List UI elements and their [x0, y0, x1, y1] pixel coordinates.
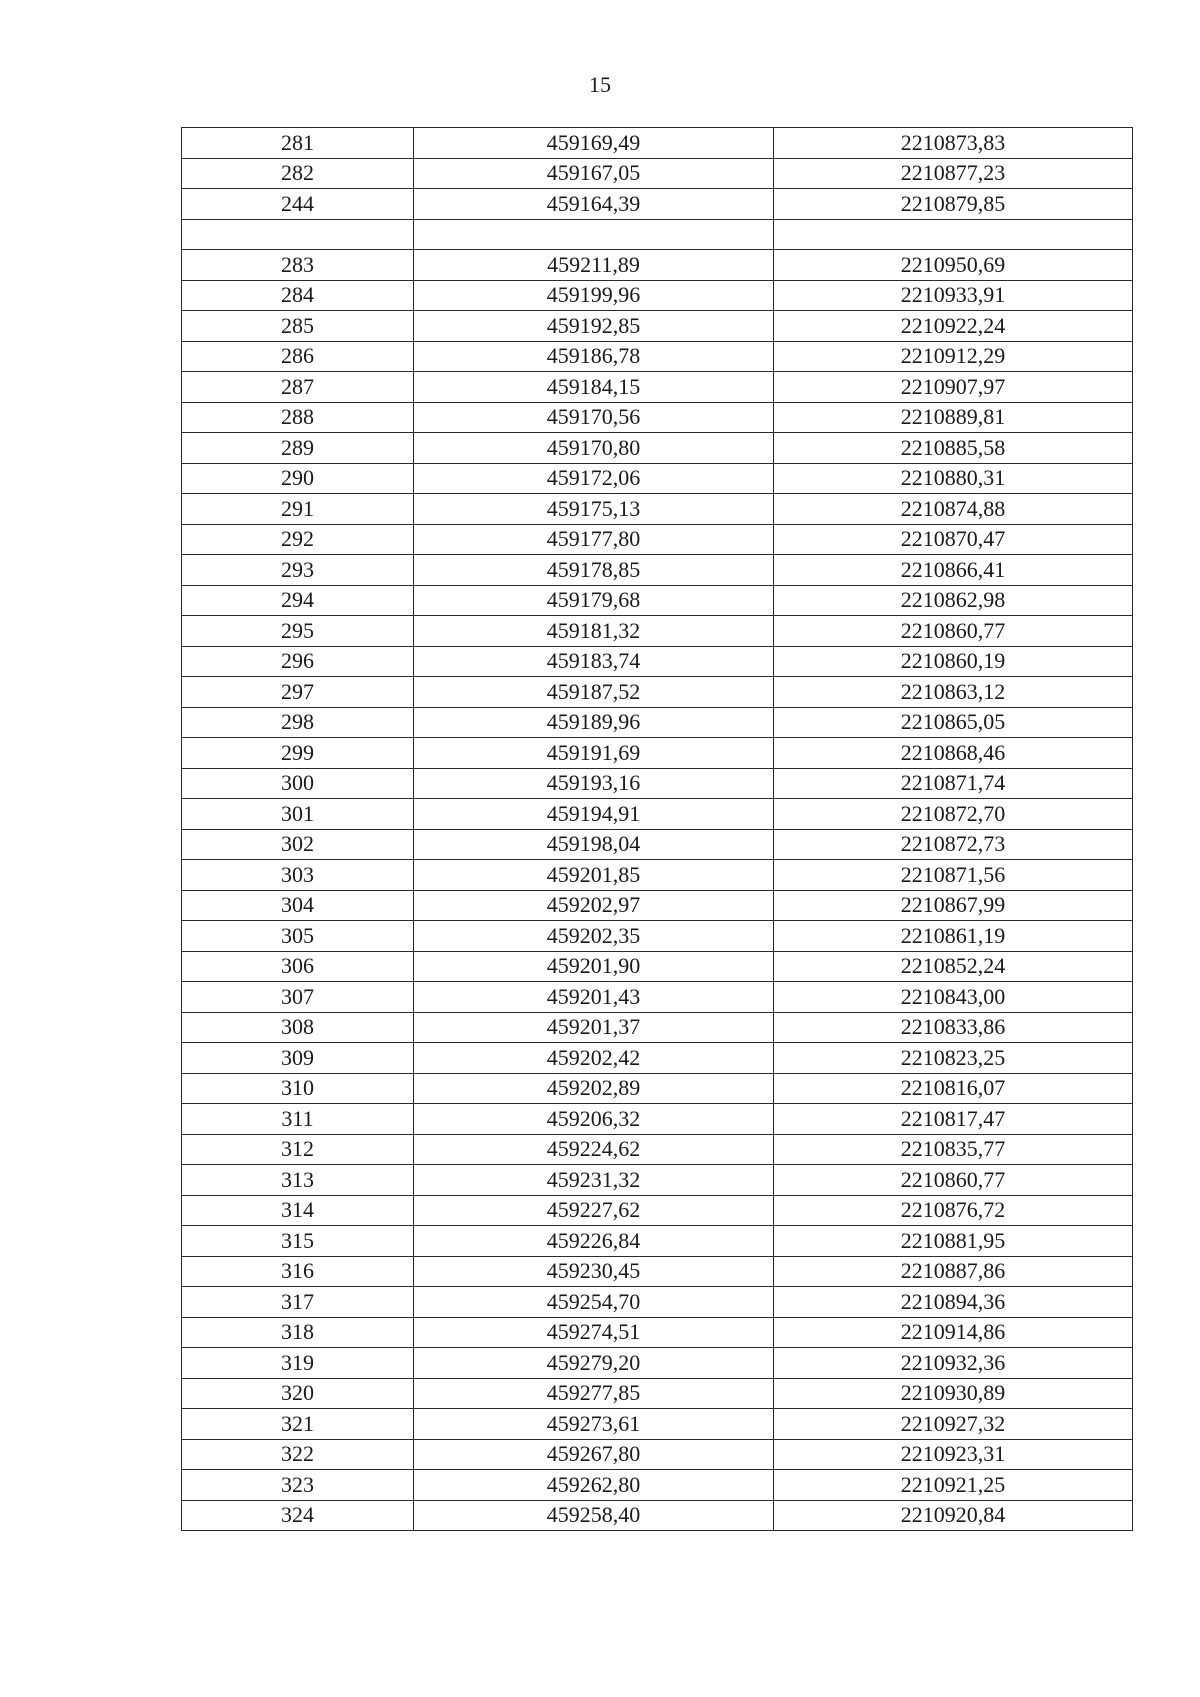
point-number-cell: 312 [182, 1134, 414, 1165]
x-coordinate-cell: 459167,05 [414, 158, 774, 189]
x-coordinate-cell: 459199,96 [414, 280, 774, 311]
x-coordinate-cell: 459202,89 [414, 1073, 774, 1104]
x-coordinate-cell: 459178,85 [414, 555, 774, 586]
x-coordinate-cell: 459277,85 [414, 1378, 774, 1409]
x-coordinate-cell: 459202,42 [414, 1043, 774, 1074]
table-row [182, 463, 1133, 494]
y-coordinate-cell: 2210865,05 [774, 707, 1133, 738]
table-row [182, 799, 1133, 830]
point-number-cell: 316 [182, 1256, 414, 1287]
point-number-cell: 300 [182, 768, 414, 799]
x-coordinate-cell: 459170,56 [414, 402, 774, 433]
x-coordinate-cell: 459273,61 [414, 1409, 774, 1440]
point-number-cell: 310 [182, 1073, 414, 1104]
table-row [182, 677, 1133, 708]
y-coordinate-cell: 2210871,74 [774, 768, 1133, 799]
y-coordinate-cell: 2210852,24 [774, 951, 1133, 982]
point-number-cell: 291 [182, 494, 414, 525]
x-coordinate-cell: 459172,06 [414, 463, 774, 494]
table-row [182, 738, 1133, 769]
table-row [182, 768, 1133, 799]
y-coordinate-cell: 2210907,97 [774, 372, 1133, 403]
table-row [182, 1195, 1133, 1226]
coordinates-table [181, 127, 1133, 1531]
table-row [182, 402, 1133, 433]
point-number-cell: 319 [182, 1348, 414, 1379]
point-number-cell: 314 [182, 1195, 414, 1226]
y-coordinate-cell: 2210877,23 [774, 158, 1133, 189]
y-coordinate-cell: 2210921,25 [774, 1470, 1133, 1501]
table-row [182, 494, 1133, 525]
x-coordinate-cell: 459175,13 [414, 494, 774, 525]
table-row [182, 860, 1133, 891]
x-coordinate-cell: 459211,89 [414, 250, 774, 281]
table-row [182, 1317, 1133, 1348]
point-number-cell: 313 [182, 1165, 414, 1196]
x-coordinate-cell: 459193,16 [414, 768, 774, 799]
x-coordinate-cell: 459179,68 [414, 585, 774, 616]
y-coordinate-cell: 2210860,77 [774, 616, 1133, 647]
y-coordinate-cell: 2210933,91 [774, 280, 1133, 311]
point-number-cell: 298 [182, 707, 414, 738]
table-row [182, 585, 1133, 616]
x-coordinate-cell: 459186,78 [414, 341, 774, 372]
y-coordinate-cell: 2210843,00 [774, 982, 1133, 1013]
table-row [182, 646, 1133, 677]
table-row [182, 1226, 1133, 1257]
x-coordinate-cell: 459227,62 [414, 1195, 774, 1226]
table-row [182, 1165, 1133, 1196]
table-row [182, 1348, 1133, 1379]
table-row [182, 1012, 1133, 1043]
point-number-cell: 303 [182, 860, 414, 891]
point-number-cell: 302 [182, 829, 414, 860]
table-row [182, 158, 1133, 189]
table-row [182, 1409, 1133, 1440]
y-coordinate-cell: 2210889,81 [774, 402, 1133, 433]
y-coordinate-cell: 2210817,47 [774, 1104, 1133, 1135]
y-coordinate-cell: 2210881,95 [774, 1226, 1133, 1257]
x-coordinate-cell: 459201,85 [414, 860, 774, 891]
table-row [182, 616, 1133, 647]
x-coordinate-cell: 459258,40 [414, 1500, 774, 1531]
point-number-cell: 296 [182, 646, 414, 677]
x-coordinate-cell: 459202,35 [414, 921, 774, 952]
y-coordinate-cell: 2210816,07 [774, 1073, 1133, 1104]
y-coordinate-cell: 2210920,84 [774, 1500, 1133, 1531]
point-number-cell: 282 [182, 158, 414, 189]
table-row [182, 128, 1133, 159]
y-coordinate-cell: 2210862,98 [774, 585, 1133, 616]
y-coordinate-cell: 2210868,46 [774, 738, 1133, 769]
table-row [182, 890, 1133, 921]
x-coordinate-cell: 459189,96 [414, 707, 774, 738]
point-number-cell: 323 [182, 1470, 414, 1501]
table-row [182, 555, 1133, 586]
x-coordinate-cell [414, 219, 774, 250]
y-coordinate-cell: 2210932,36 [774, 1348, 1133, 1379]
point-number-cell: 292 [182, 524, 414, 555]
table-row [182, 1470, 1133, 1501]
point-number-cell: 306 [182, 951, 414, 982]
table-row [182, 951, 1133, 982]
y-coordinate-cell: 2210927,32 [774, 1409, 1133, 1440]
point-number-cell: 321 [182, 1409, 414, 1440]
point-number-cell: 293 [182, 555, 414, 586]
point-number-cell: 294 [182, 585, 414, 616]
x-coordinate-cell: 459170,80 [414, 433, 774, 464]
x-coordinate-cell: 459164,39 [414, 189, 774, 220]
y-coordinate-cell: 2210871,56 [774, 860, 1133, 891]
y-coordinate-cell: 2210880,31 [774, 463, 1133, 494]
table-row [182, 341, 1133, 372]
point-number-cell: 288 [182, 402, 414, 433]
x-coordinate-cell: 459201,90 [414, 951, 774, 982]
table-row [182, 1134, 1133, 1165]
x-coordinate-cell: 459267,80 [414, 1439, 774, 1470]
point-number-cell: 304 [182, 890, 414, 921]
point-number-cell [182, 219, 414, 250]
x-coordinate-cell: 459184,15 [414, 372, 774, 403]
y-coordinate-cell: 2210876,72 [774, 1195, 1133, 1226]
coordinates-table-body [182, 128, 1133, 1531]
point-number-cell: 307 [182, 982, 414, 1013]
y-coordinate-cell: 2210863,12 [774, 677, 1133, 708]
point-number-cell: 324 [182, 1500, 414, 1531]
point-number-cell: 290 [182, 463, 414, 494]
x-coordinate-cell: 459181,32 [414, 616, 774, 647]
y-coordinate-cell: 2210930,89 [774, 1378, 1133, 1409]
point-number-cell: 284 [182, 280, 414, 311]
point-number-cell: 295 [182, 616, 414, 647]
point-number-cell: 281 [182, 128, 414, 159]
point-number-cell: 283 [182, 250, 414, 281]
table-row [182, 707, 1133, 738]
x-coordinate-cell: 459183,74 [414, 646, 774, 677]
x-coordinate-cell: 459198,04 [414, 829, 774, 860]
y-coordinate-cell: 2210874,88 [774, 494, 1133, 525]
y-coordinate-cell: 2210872,70 [774, 799, 1133, 830]
y-coordinate-cell: 2210885,58 [774, 433, 1133, 464]
point-number-cell: 315 [182, 1226, 414, 1257]
table-row [182, 1073, 1133, 1104]
point-number-cell: 299 [182, 738, 414, 769]
y-coordinate-cell: 2210867,99 [774, 890, 1133, 921]
x-coordinate-cell: 459254,70 [414, 1287, 774, 1318]
table-row [182, 1500, 1133, 1531]
point-number-cell: 244 [182, 189, 414, 220]
table-row [182, 1287, 1133, 1318]
x-coordinate-cell: 459191,69 [414, 738, 774, 769]
point-number-cell: 289 [182, 433, 414, 464]
point-number-cell: 285 [182, 311, 414, 342]
table-row [182, 982, 1133, 1013]
table-row [182, 189, 1133, 220]
y-coordinate-cell: 2210922,24 [774, 311, 1133, 342]
y-coordinate-cell: 2210861,19 [774, 921, 1133, 952]
x-coordinate-cell: 459226,84 [414, 1226, 774, 1257]
point-number-cell: 286 [182, 341, 414, 372]
y-coordinate-cell: 2210894,36 [774, 1287, 1133, 1318]
table-row [182, 1104, 1133, 1135]
y-coordinate-cell: 2210879,85 [774, 189, 1133, 220]
table-row [182, 219, 1133, 250]
point-number-cell: 309 [182, 1043, 414, 1074]
y-coordinate-cell: 2210912,29 [774, 341, 1133, 372]
x-coordinate-cell: 459192,85 [414, 311, 774, 342]
x-coordinate-cell: 459274,51 [414, 1317, 774, 1348]
x-coordinate-cell: 459201,43 [414, 982, 774, 1013]
y-coordinate-cell: 2210860,19 [774, 646, 1133, 677]
x-coordinate-cell: 459194,91 [414, 799, 774, 830]
y-coordinate-cell: 2210823,25 [774, 1043, 1133, 1074]
y-coordinate-cell: 2210860,77 [774, 1165, 1133, 1196]
y-coordinate-cell: 2210835,77 [774, 1134, 1133, 1165]
y-coordinate-cell [774, 219, 1133, 250]
table-row [182, 250, 1133, 281]
point-number-cell: 311 [182, 1104, 414, 1135]
table-row [182, 1378, 1133, 1409]
y-coordinate-cell: 2210872,73 [774, 829, 1133, 860]
table-row [182, 372, 1133, 403]
x-coordinate-cell: 459279,20 [414, 1348, 774, 1379]
table-row [182, 311, 1133, 342]
x-coordinate-cell: 459177,80 [414, 524, 774, 555]
x-coordinate-cell: 459169,49 [414, 128, 774, 159]
point-number-cell: 318 [182, 1317, 414, 1348]
table-row [182, 433, 1133, 464]
table-row [182, 1439, 1133, 1470]
y-coordinate-cell: 2210870,47 [774, 524, 1133, 555]
x-coordinate-cell: 459230,45 [414, 1256, 774, 1287]
point-number-cell: 301 [182, 799, 414, 830]
table-row [182, 1043, 1133, 1074]
y-coordinate-cell: 2210950,69 [774, 250, 1133, 281]
point-number-cell: 297 [182, 677, 414, 708]
point-number-cell: 305 [182, 921, 414, 952]
x-coordinate-cell: 459202,97 [414, 890, 774, 921]
x-coordinate-cell: 459231,32 [414, 1165, 774, 1196]
x-coordinate-cell: 459206,32 [414, 1104, 774, 1135]
point-number-cell: 308 [182, 1012, 414, 1043]
y-coordinate-cell: 2210923,31 [774, 1439, 1133, 1470]
point-number-cell: 320 [182, 1378, 414, 1409]
x-coordinate-cell: 459201,37 [414, 1012, 774, 1043]
x-coordinate-cell: 459262,80 [414, 1470, 774, 1501]
table-row [182, 280, 1133, 311]
y-coordinate-cell: 2210887,86 [774, 1256, 1133, 1287]
table-row [182, 1256, 1133, 1287]
table-row [182, 921, 1133, 952]
x-coordinate-cell: 459187,52 [414, 677, 774, 708]
table-row [182, 524, 1133, 555]
y-coordinate-cell: 2210866,41 [774, 555, 1133, 586]
page-number: 15 [589, 72, 611, 97]
y-coordinate-cell: 2210833,86 [774, 1012, 1133, 1043]
y-coordinate-cell: 2210914,86 [774, 1317, 1133, 1348]
point-number-cell: 287 [182, 372, 414, 403]
point-number-cell: 322 [182, 1439, 414, 1470]
table-row [182, 829, 1133, 860]
x-coordinate-cell: 459224,62 [414, 1134, 774, 1165]
y-coordinate-cell: 2210873,83 [774, 128, 1133, 159]
point-number-cell: 317 [182, 1287, 414, 1318]
